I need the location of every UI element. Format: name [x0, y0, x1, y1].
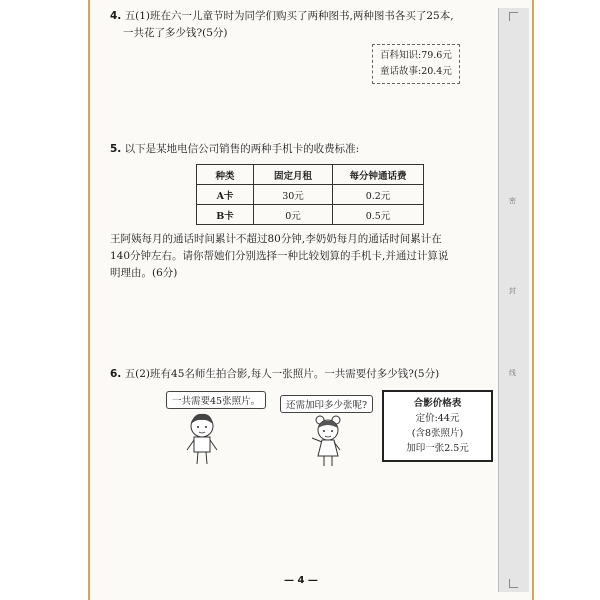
price-table-line-2: (含8张照片): [411, 428, 464, 439]
page-number: — 4 —: [284, 575, 318, 586]
girl-illustration: [306, 412, 350, 468]
corner-mark-bottom: [509, 579, 518, 588]
cell-b-monthly: 0元: [254, 205, 333, 225]
seal-mark-1: 密: [509, 197, 516, 205]
table-row: [197, 185, 424, 205]
price-table-line-1: 定价:44元: [415, 413, 460, 424]
question-6-number: 6.: [110, 368, 122, 380]
cell-a-per-minute: 0.2元: [333, 185, 424, 205]
table-row: [197, 205, 424, 225]
seal-mark-2: 封: [509, 287, 516, 295]
price-table-title: 合影价格表: [413, 398, 462, 409]
question-5-intro: [110, 141, 490, 158]
question-5-number: 5.: [110, 143, 122, 155]
phone-card-fee-table: [196, 164, 424, 225]
corner-mark-top: [509, 12, 518, 21]
header-monthly-fee: 固定月租: [254, 165, 333, 185]
speech-bubble-boy: 一共需要45张照片。: [166, 391, 266, 409]
cell-a-monthly: 30元: [254, 185, 333, 205]
question-4-line-2: 一共花了多少钱?(5分): [123, 27, 228, 39]
question-5-line-1: 王阿姨每月的通话时间累计不超过80分钟,李奶奶每月的通话时间累计在: [110, 233, 442, 245]
seal-mark-3: 线: [509, 369, 516, 377]
question-6-text: 五(2)班有45名师生拍合影,每人一张照片。一共需要付多少钱?(5分): [124, 368, 440, 380]
book-price-box: [372, 44, 460, 84]
question-4-line-1: [110, 8, 490, 25]
price-fairy-tales: 童话故事:20.4元: [380, 66, 452, 77]
cell-card-a: A卡: [197, 185, 254, 205]
price-table-line-3: 加印一张2.5元: [406, 443, 469, 454]
question-5-line-2: 140分钟左右。请你帮她们分别选择一种比较划算的手机卡,并通过计算说: [110, 250, 449, 262]
workbook-page: [88, 0, 534, 600]
question-4-number: 4.: [110, 10, 122, 22]
boy-illustration: [180, 410, 224, 466]
binding-margin: [498, 8, 529, 592]
question-4: [110, 8, 490, 42]
cell-b-per-minute: 0.5元: [333, 205, 424, 225]
photo-price-table: [382, 390, 493, 462]
question-4-text-1: 五(1)班在六一儿童节时为同学们购买了两种图书,两种图书各买了25本,: [124, 10, 454, 22]
question-5-body: [110, 231, 495, 282]
speech-bubble-girl: 还需加印多少张呢?: [280, 395, 373, 413]
header-type: 种类: [197, 165, 254, 185]
header-per-minute-fee: 每分钟通话费: [333, 165, 424, 185]
question-6: [110, 366, 490, 383]
price-encyclopedia: 百科知识:79.6元: [380, 50, 452, 61]
question-5-intro-text: 以下是某地电信公司销售的两种手机卡的收费标准:: [124, 143, 360, 155]
question-5-line-3: 明理由。(6分): [110, 267, 178, 279]
cell-card-b: B卡: [197, 205, 254, 225]
table-header-row: [197, 165, 424, 185]
